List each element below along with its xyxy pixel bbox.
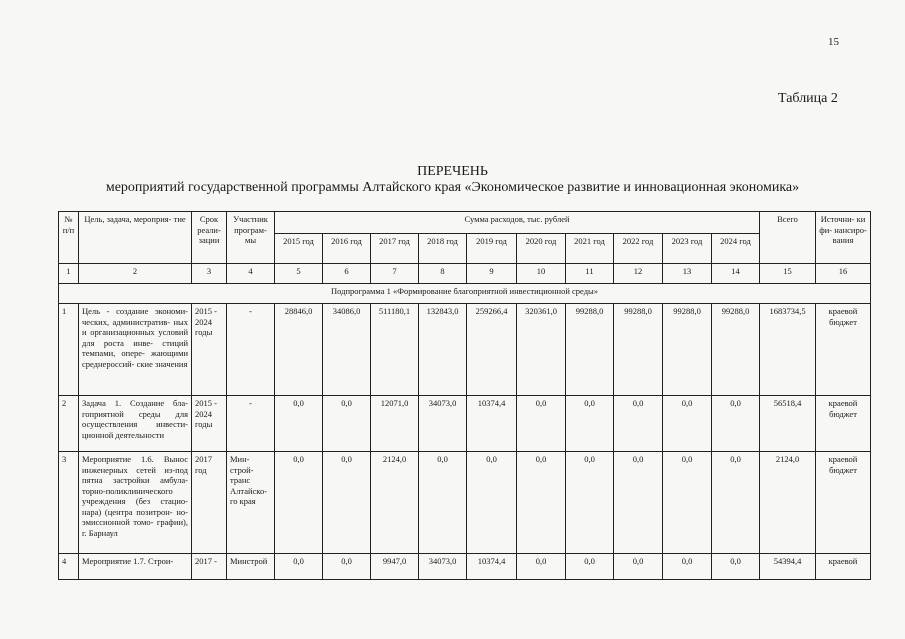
row-name: Мероприятие 1.6. Вынос инженерных сетей из-под пятна застройки амбула- торно-поликлинического учреждения (без стацио- нара) (центра позитрон- но-эмиссионной томо- графии), г. Барнаул	[79, 452, 192, 554]
row-participant: -	[227, 396, 275, 452]
row-value: 34073,0	[419, 396, 467, 452]
row-value: 0,0	[517, 452, 566, 554]
header-year: 2024 год	[712, 234, 760, 264]
column-number: 2	[79, 264, 192, 284]
table-row	[59, 304, 871, 396]
row-value: 99288,0	[712, 304, 760, 396]
row-value: 0,0	[712, 396, 760, 452]
row-value: 99288,0	[614, 304, 663, 396]
row-participant: Мин- строй- транс Алтайско- го края	[227, 452, 275, 554]
header-year: 2019 год	[467, 234, 517, 264]
row-value: 0,0	[712, 554, 760, 580]
header-year: 2023 год	[663, 234, 712, 264]
header-term: Срок реали- зации	[192, 212, 227, 264]
row-value: 0,0	[663, 452, 712, 554]
row-name: Цель - создание экономи- ческих, административ- ных и организационных условий для роста инве- стиций темпами, опере- жающими среднероссий- ские значения	[79, 304, 192, 396]
row-value: 10374,4	[467, 554, 517, 580]
row-value: 0,0	[517, 554, 566, 580]
row-value: 34073,0	[419, 554, 467, 580]
column-number: 5	[275, 264, 323, 284]
column-number: 11	[566, 264, 614, 284]
row-value: 99288,0	[566, 304, 614, 396]
header-year: 2020 год	[517, 234, 566, 264]
row-value: 0,0	[614, 396, 663, 452]
row-value: 0,0	[517, 396, 566, 452]
row-value: 0,0	[566, 396, 614, 452]
row-source: краевой бюджет	[816, 304, 871, 396]
header-row-1	[59, 212, 871, 234]
header-sum: Сумма расходов, тыс. рублей	[275, 212, 760, 234]
header-num: № п/п	[59, 212, 79, 264]
row-value: 0,0	[712, 452, 760, 554]
row-value: 99288,0	[663, 304, 712, 396]
row-num: 4	[59, 554, 79, 580]
row-term: 2017 год	[192, 452, 227, 554]
row-value: 9947,0	[371, 554, 419, 580]
column-number: 1	[59, 264, 79, 284]
column-number: 12	[614, 264, 663, 284]
column-number: 15	[760, 264, 816, 284]
measures-table	[58, 211, 871, 580]
row-value: 0,0	[614, 452, 663, 554]
column-number: 13	[663, 264, 712, 284]
row-value: 2124,0	[371, 452, 419, 554]
header-year: 2021 год	[566, 234, 614, 264]
header-year: 2022 год	[614, 234, 663, 264]
row-value: 0,0	[275, 396, 323, 452]
document-title: ПЕРЕЧЕНЬ	[417, 164, 488, 179]
row-source: краевой бюджет	[816, 396, 871, 452]
header-source: Источни- ки фи- нансиро- вания	[816, 212, 871, 264]
row-value: 320361,0	[517, 304, 566, 396]
column-number: 9	[467, 264, 517, 284]
row-value: 511180,1	[371, 304, 419, 396]
table-row	[59, 554, 871, 580]
row-source: краевой	[816, 554, 871, 580]
row-value: 34086,0	[323, 304, 371, 396]
subprogram-title: Подпрограмма 1 «Формирование благоприятной инвестиционной среды»	[59, 284, 871, 304]
header-participant: Участник програм- мы	[227, 212, 275, 264]
row-value: 0,0	[663, 396, 712, 452]
header-year: 2017 год	[371, 234, 419, 264]
column-number: 4	[227, 264, 275, 284]
row-value: 0,0	[323, 554, 371, 580]
subprogram-row	[59, 284, 871, 304]
page-number: 15	[828, 36, 839, 48]
row-value: 132843,0	[419, 304, 467, 396]
row-value: 0,0	[419, 452, 467, 554]
table-row	[59, 452, 871, 554]
row-name: Задача 1. Создание бла- гоприятной среды для осуществления инвести- ционной деятельности	[79, 396, 192, 452]
header-year: 2015 год	[275, 234, 323, 264]
row-value: 0,0	[323, 396, 371, 452]
column-number: 3	[192, 264, 227, 284]
row-source: краевой бюджет	[816, 452, 871, 554]
row-total: 1683734,5	[760, 304, 816, 396]
column-number: 10	[517, 264, 566, 284]
row-value: 10374,4	[467, 396, 517, 452]
row-value: 0,0	[275, 452, 323, 554]
column-number-row	[59, 264, 871, 284]
row-value: 0,0	[275, 554, 323, 580]
row-name: Мероприятие 1.7. Строи-	[79, 554, 192, 580]
row-value: 0,0	[566, 452, 614, 554]
header-goal: Цель, задача, мероприя- тие	[79, 212, 192, 264]
row-total: 56518,4	[760, 396, 816, 452]
table-label: Таблица 2	[778, 91, 838, 106]
column-number: 8	[419, 264, 467, 284]
row-num: 3	[59, 452, 79, 554]
row-value: 0,0	[663, 554, 712, 580]
header-year: 2018 год	[419, 234, 467, 264]
header-total: Всего	[760, 212, 816, 264]
column-number: 16	[816, 264, 871, 284]
row-value: 12071,0	[371, 396, 419, 452]
row-num: 2	[59, 396, 79, 452]
row-term: 2017 -	[192, 554, 227, 580]
column-number: 7	[371, 264, 419, 284]
header-year: 2016 год	[323, 234, 371, 264]
row-value: 259266,4	[467, 304, 517, 396]
row-num: 1	[59, 304, 79, 396]
row-term: 2015 - 2024 годы	[192, 304, 227, 396]
row-value: 0,0	[566, 554, 614, 580]
row-total: 2124,0	[760, 452, 816, 554]
row-participant: -	[227, 304, 275, 396]
column-number: 6	[323, 264, 371, 284]
row-participant: Минстрой	[227, 554, 275, 580]
document-subtitle: мероприятий государственной программы Алтайского края «Экономическое развитие и инновационная экономика»	[105, 180, 800, 195]
row-term: 2015 - 2024 годы	[192, 396, 227, 452]
table-row	[59, 396, 871, 452]
row-value: 0,0	[614, 554, 663, 580]
row-value: 0,0	[467, 452, 517, 554]
row-total: 54394,4	[760, 554, 816, 580]
row-value: 28846,0	[275, 304, 323, 396]
row-value: 0,0	[323, 452, 371, 554]
column-number: 14	[712, 264, 760, 284]
